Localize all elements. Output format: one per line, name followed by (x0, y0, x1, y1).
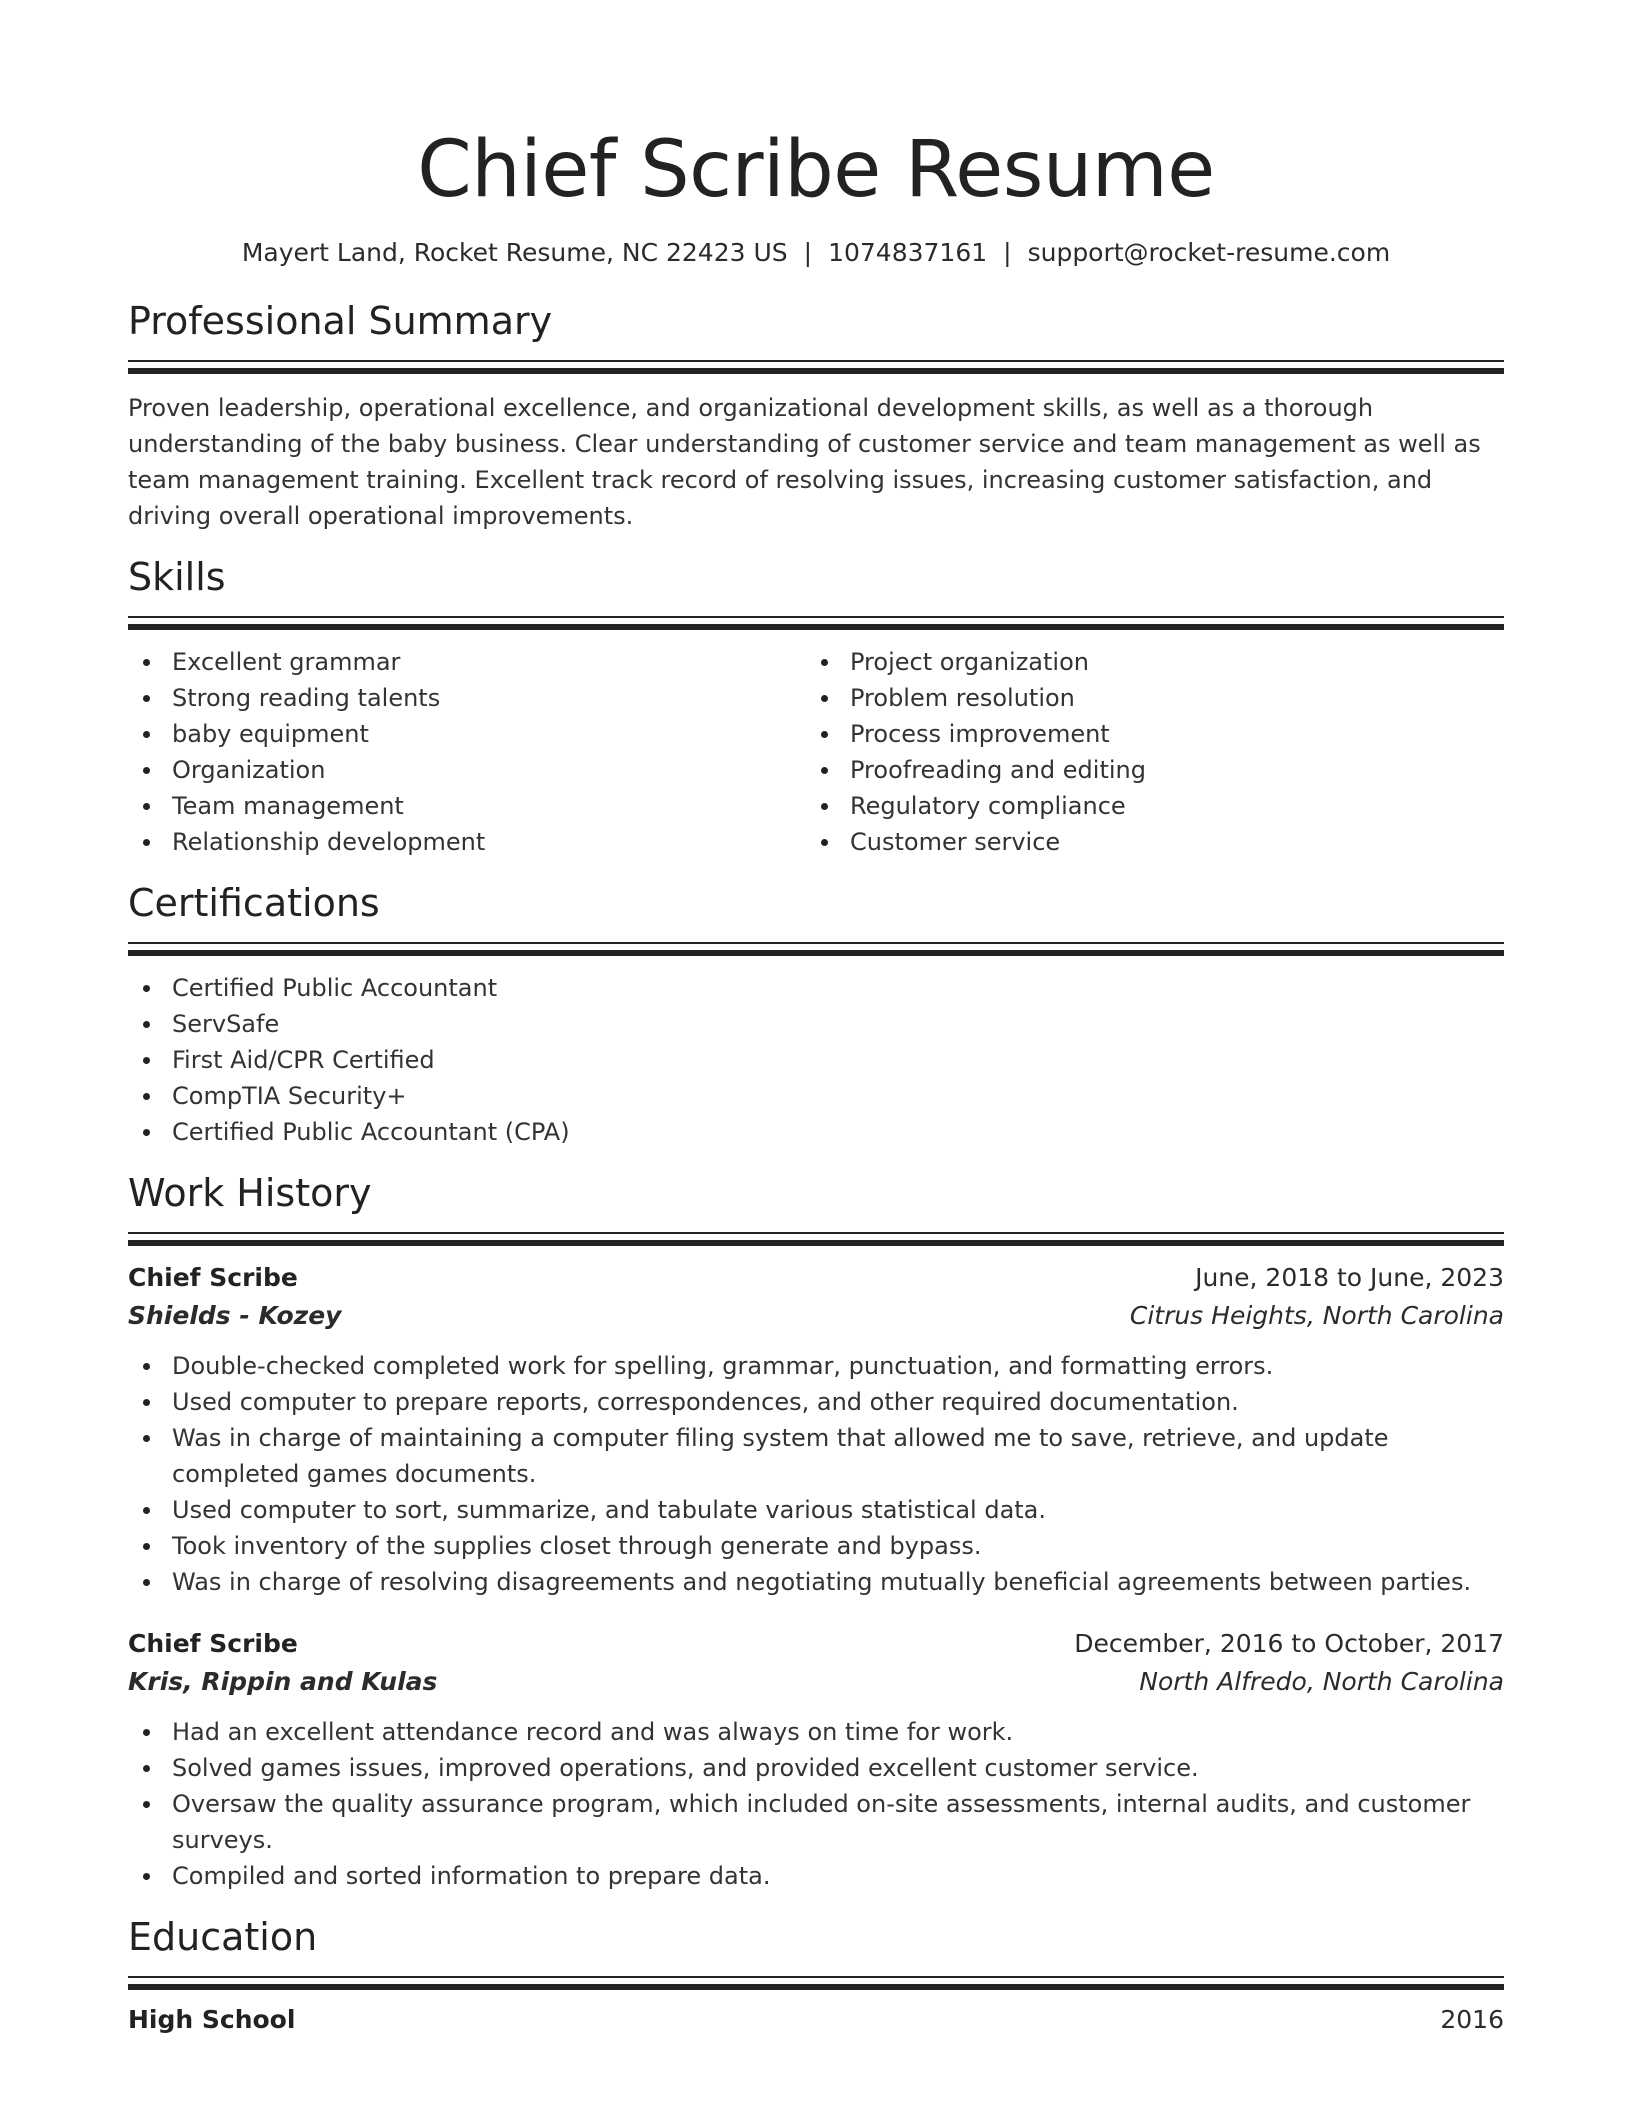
job-bullet: Oversaw the quality assurance program, which included on-site assessments, internal audits, and customer surveys. (128, 1786, 1504, 1858)
section-divider (128, 1976, 1504, 1990)
job-subheader (128, 1664, 1504, 1700)
contact-phone: 1074837161 (828, 238, 988, 267)
contact-email: support@rocket-resume.com (1027, 238, 1391, 267)
section-divider (128, 616, 1504, 630)
job-bullet: Was in charge of resolving disagreements and negotiating mutually beneficial agreements between parties. (128, 1564, 1504, 1600)
section-divider (128, 942, 1504, 956)
job-bullet: Double-checked completed work for spelling, grammar, punctuation, and formatting errors. (128, 1348, 1504, 1384)
job-bullet: Used computer to prepare reports, correspondences, and other required documentation. (128, 1384, 1504, 1420)
skill-item: Customer service (806, 824, 1504, 860)
job-entry (128, 1626, 1504, 1894)
summary-section (128, 298, 1504, 534)
skill-item: Strong reading talents (128, 680, 806, 716)
certification-item: ServSafe (128, 1006, 1504, 1042)
job-bullet: Solved games issues, improved operations, and provided excellent customer service. (128, 1750, 1504, 1786)
skill-item: Organization (128, 752, 806, 788)
section-title-skills: Skills (128, 555, 226, 599)
job-bullet: Had an excellent attendance record and was always on time for work. (128, 1714, 1504, 1750)
job-bullets (128, 1714, 1504, 1894)
section-title-summary: Professional Summary (128, 299, 553, 343)
skill-item: Project organization (806, 644, 1504, 680)
job-bullet: Used computer to sort, summarize, and tabulate various statistical data. (128, 1492, 1504, 1528)
skill-item: Problem resolution (806, 680, 1504, 716)
skill-item: Excellent grammar (128, 644, 806, 680)
job-title: Chief Scribe (128, 1629, 298, 1658)
summary-text: Proven leadership, operational excellence, and organizational development skills, as well as a thorough understanding of the baby business. Clear understanding of customer service and team management as well as team management training. Excellent track record of resolving issues, increasing customer satisfaction, and driving overall operational improvements. (128, 394, 1481, 530)
job-bullet: Was in charge of maintaining a computer filing system that allowed me to save, retrieve, and update completed games documents. (128, 1420, 1504, 1492)
contact-address: Mayert Land, Rocket Resume, NC 22423 US (241, 238, 788, 267)
job-company: Shields - Kozey (128, 1301, 342, 1330)
certifications-section (128, 880, 1504, 1150)
skills-list-right (806, 644, 1504, 860)
job-header (128, 1260, 1504, 1296)
section-title-work-history: Work History (128, 1171, 372, 1215)
job-dates: June, 2018 to June, 2023 (1195, 1263, 1504, 1292)
job-bullets (128, 1348, 1504, 1600)
certification-item: Certified Public Accountant (CPA) (128, 1114, 1504, 1150)
contact-line (128, 236, 1504, 270)
contact-separator: | (1003, 238, 1012, 267)
job-entry (128, 1260, 1504, 1600)
education-degree: High School (128, 2005, 296, 2034)
job-title: Chief Scribe (128, 1263, 298, 1292)
contact-separator: | (803, 238, 813, 267)
job-location: North Alfredo, North Carolina (1139, 1667, 1504, 1696)
resume-name: Chief Scribe Resume (417, 125, 1215, 215)
skill-item: Proofreading and editing (806, 752, 1504, 788)
job-header (128, 1626, 1504, 1662)
job-location: Citrus Heights, North Carolina (1129, 1301, 1504, 1330)
skill-item: Relationship development (128, 824, 806, 860)
section-title-education: Education (128, 1915, 318, 1959)
skill-item: baby equipment (128, 716, 806, 752)
education-entry (128, 2002, 1504, 2038)
job-dates: December, 2016 to October, 2017 (1074, 1629, 1504, 1658)
job-bullet: Compiled and sorted information to prepare data. (128, 1858, 1504, 1894)
job-subheader (128, 1298, 1504, 1334)
education-section (128, 1914, 1504, 2038)
education-year: 2016 (1440, 2005, 1504, 2034)
certification-item: Certified Public Accountant (128, 970, 1504, 1006)
section-divider (128, 360, 1504, 374)
skill-item: Process improvement (806, 716, 1504, 752)
skills-columns (128, 630, 1504, 860)
skill-item: Regulatory compliance (806, 788, 1504, 824)
work-history-section (128, 1170, 1504, 1894)
certification-item: CompTIA Security+ (128, 1078, 1504, 1114)
skills-section (128, 554, 1504, 860)
section-divider (128, 1232, 1504, 1246)
certifications-list (128, 970, 1504, 1150)
job-company: Kris, Rippin and Kulas (128, 1667, 438, 1696)
certification-item: First Aid/CPR Certified (128, 1042, 1504, 1078)
skill-item: Team management (128, 788, 806, 824)
skills-list-left (128, 644, 806, 860)
section-title-certifications: Certifications (128, 881, 380, 925)
job-bullet: Took inventory of the supplies closet through generate and bypass. (128, 1528, 1504, 1564)
